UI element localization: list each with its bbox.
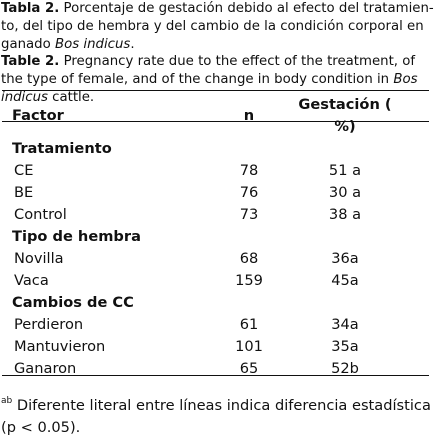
cell-gestacion-value: 30 a (328, 184, 362, 201)
cell-gestacion-value: 34a (331, 316, 359, 333)
cell-factor: Ganaron (14, 360, 77, 377)
cell-n: 65 (239, 360, 259, 377)
caption-spanish-species: Bos indicus (54, 37, 131, 52)
cell-n: 73 (239, 206, 259, 223)
caption-spanish-end: . (130, 37, 135, 52)
group-title: Tratamiento (12, 140, 112, 157)
group-title: Tipo de hembra (12, 228, 141, 245)
cell-factor: Mantuvieron (14, 338, 106, 355)
cell-gestacion (287, 336, 429, 358)
group-title: Cambios de CC (12, 294, 134, 311)
cell-gestacion (287, 204, 429, 226)
caption-spanish (1, 0, 437, 54)
table-row (2, 182, 429, 204)
group-row (2, 226, 429, 248)
caption-english-label: Table 2. (1, 54, 60, 69)
cell-gestacion (287, 248, 429, 270)
cell-gestacion (287, 182, 429, 204)
table-row (2, 270, 429, 292)
cell-factor: BE (14, 184, 34, 201)
header-n: n (243, 107, 255, 124)
cell-gestacion-value: 52b (331, 360, 359, 377)
footnote (1, 390, 437, 439)
cell-gestacion-value: 51 a (328, 162, 362, 179)
group-row (2, 138, 429, 160)
cell-gestacion-value: 45a (331, 272, 359, 289)
cell-n: 61 (239, 316, 259, 333)
table-row (2, 336, 429, 358)
cell-gestacion (287, 160, 429, 182)
cell-gestacion-value: 36a (331, 250, 359, 267)
cell-n: 76 (239, 184, 259, 201)
table-row (2, 314, 429, 336)
pregnancy-table (2, 94, 429, 380)
caption-english-end: cattle. (47, 90, 95, 105)
caption-spanish-text: Porcentaje de gestación debido al efecto del tratamien-to, del tipo de hembra y del cambio de la condición corporal en ganado (1, 1, 434, 52)
cell-n: 101 (235, 338, 263, 355)
caption-spanish-label: Tabla 2. (1, 1, 60, 16)
cell-n: 159 (235, 272, 263, 289)
table-header-row (2, 94, 429, 138)
cell-gestacion (287, 314, 429, 336)
footnote-text: Diferente literal entre líneas indica diferencia estadística (p < 0.05). (1, 397, 431, 436)
cell-n: 78 (239, 162, 259, 179)
table-row (2, 358, 429, 380)
cell-gestacion (287, 270, 429, 292)
header-gestacion (287, 94, 429, 138)
cell-factor: Vaca (14, 272, 49, 289)
table-row (2, 248, 429, 270)
footnote-superscript: ab (1, 396, 13, 406)
group-row (2, 292, 429, 314)
cell-factor: Novilla (14, 250, 64, 267)
cell-factor: Perdieron (14, 316, 84, 333)
table-top-rule (2, 90, 429, 91)
cell-gestacion-value: 38 a (328, 206, 362, 223)
cell-gestacion-value: 35a (331, 338, 359, 355)
cell-n: 68 (239, 250, 259, 267)
cell-gestacion (287, 358, 429, 380)
caption-english-text: Pregnancy rate due to the effect of the treatment, of the type of female, and of the change in body condition in (1, 54, 416, 87)
table-row (2, 204, 429, 226)
caption-english-species: Bos indicus (1, 72, 418, 105)
cell-factor: Control (14, 206, 67, 223)
header-gestacion-label: Gestación ( %) (298, 96, 392, 135)
cell-factor: CE (14, 162, 34, 179)
header-factor: Factor (12, 107, 64, 124)
table-row (2, 160, 429, 182)
